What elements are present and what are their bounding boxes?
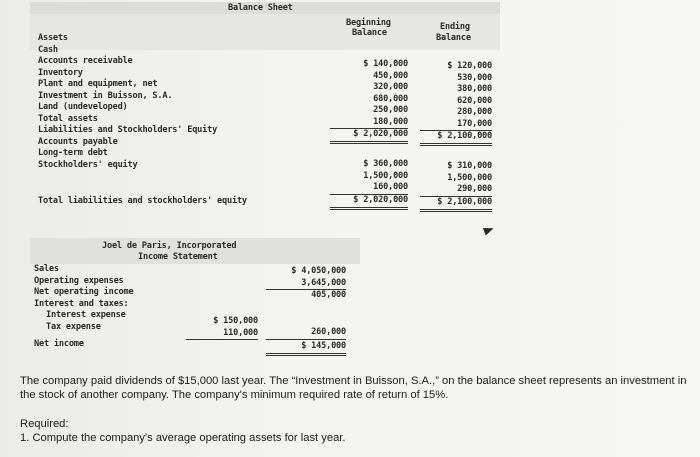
opex-value: 3,645,000 <box>266 278 346 291</box>
assets-heading: Assets <box>38 33 68 43</box>
net-income-label: Net income <box>34 339 84 349</box>
income-total-values <box>266 327 346 356</box>
income-main-values <box>266 266 346 302</box>
asset-label-inventory: Inventory <box>38 67 83 78</box>
income-title-line2: Income Statement <box>138 252 218 262</box>
interest-value: $ 150,000 <box>213 316 258 326</box>
begin-liab-values <box>330 159 408 210</box>
question-1: 1. Compute the company's average operating assets for last year. <box>20 432 346 444</box>
balance-sheet-title: Balance Sheet <box>228 3 293 13</box>
interest-label: Interest expense <box>46 310 126 320</box>
problem-description: The company paid dividends of $15,000 last year. The “Investment in Buisson, S.A.,” on the balance sheet represents an investment in the stock of another company. The company's minimum required rate of return of 15%. <box>20 375 687 401</box>
begin-asset-values <box>330 59 408 144</box>
end-asset-value: 530,000 <box>457 72 492 83</box>
end-liab-value: 1,500,000 <box>447 172 492 183</box>
sales-label: Sales <box>34 264 59 274</box>
begin-asset-value: 680,000 <box>373 93 408 104</box>
begin-asset-value: 250,000 <box>373 105 408 115</box>
asset-label-land: Land (undeveloped) <box>38 102 128 112</box>
end-liab-value: $ 310,000 <box>447 161 492 171</box>
end-liab-value: 290,000 <box>420 184 492 197</box>
int-tax-heading: Interest and taxes: <box>34 298 129 309</box>
asset-label-ar: Accounts receivable <box>38 56 133 66</box>
net-income-value: $ 145,000 <box>266 341 346 356</box>
col-end-line1: Ending <box>440 22 470 32</box>
asset-label-plant: Plant and equipment, net <box>38 79 158 89</box>
int-tax-total: 260,000 <box>266 327 346 340</box>
col-begin-line1: Beginning <box>346 18 391 28</box>
income-label-column <box>34 264 133 351</box>
opex-label: Operating expenses <box>34 275 124 286</box>
noi-value: 405,000 <box>311 290 346 300</box>
liab-label-ltd: Long-term debt <box>38 148 108 158</box>
col-begin-line2: Balance <box>352 28 387 38</box>
begin-total-assets: $ 2,020,000 <box>330 129 408 144</box>
end-asset-value: 620,000 <box>457 95 492 106</box>
begin-liab-value: 160,000 <box>330 182 408 195</box>
end-asset-values <box>420 61 492 146</box>
begin-asset-value: $ 140,000 <box>363 59 408 69</box>
asset-label-cash: Cash <box>38 44 58 55</box>
mouse-cursor-icon <box>483 225 495 236</box>
end-asset-value: $ 120,000 <box>447 61 492 71</box>
end-liab-values <box>420 161 492 212</box>
assets-label-column <box>38 33 217 171</box>
income-sub-values <box>186 316 258 340</box>
begin-asset-value: 320,000 <box>373 82 408 92</box>
begin-asset-value: 180,000 <box>330 117 408 130</box>
liab-label-ap: Accounts payable <box>38 136 118 147</box>
begin-asset-value: 450,000 <box>373 70 408 81</box>
asset-label-investment: Investment in Buisson, S.A. <box>38 90 173 101</box>
begin-total-liab: $ 2,020,000 <box>330 195 408 210</box>
col-end-line2: Balance <box>436 33 471 43</box>
tax-label: Tax expense <box>46 321 101 332</box>
required-heading: Required: <box>20 418 69 430</box>
end-asset-value: 170,000 <box>420 119 492 132</box>
end-asset-value: 380,000 <box>457 84 492 94</box>
noi-label: Net operating income <box>34 287 134 297</box>
end-total-liab: $ 2,100,000 <box>420 197 492 212</box>
begin-liab-value: $ 360,000 <box>363 159 408 169</box>
sales-value: $ 4,050,000 <box>291 266 346 276</box>
begin-liab-value: 1,500,000 <box>363 170 408 181</box>
liab-label-se: Stockholders' equity <box>38 159 138 170</box>
liabilities-heading: Liabilities and Stockholders' Equity <box>38 125 218 135</box>
income-title-line1: Joel de Paris, Incorporated <box>102 241 237 251</box>
tax-value: 110,000 <box>186 328 258 341</box>
end-asset-value: 280,000 <box>457 107 492 117</box>
total-assets-label: Total assets <box>38 113 98 124</box>
end-total-assets: $ 2,100,000 <box>420 131 492 146</box>
total-liab-label: Total liabilities and stockholders' equity <box>38 196 247 206</box>
